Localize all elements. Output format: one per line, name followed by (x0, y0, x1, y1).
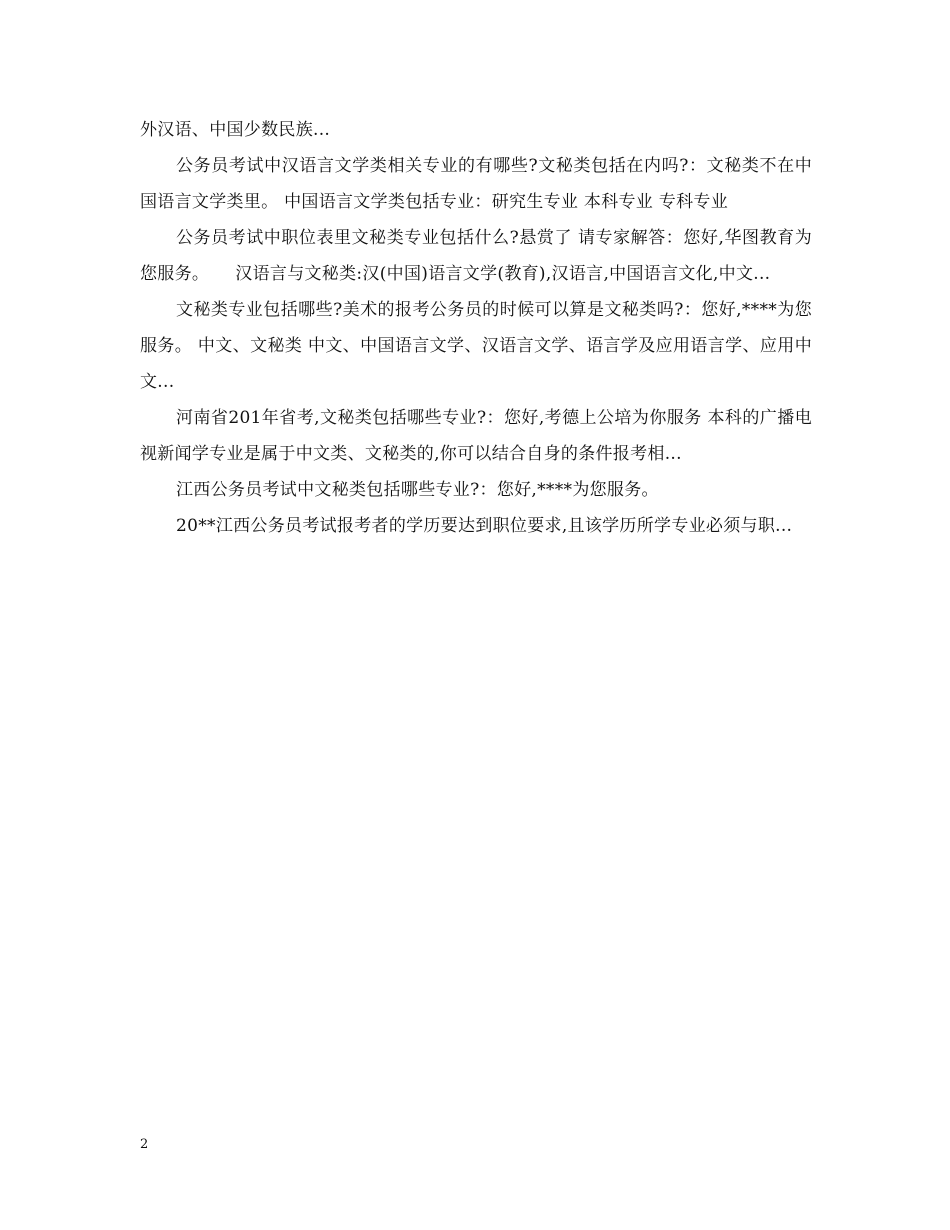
paragraph: 20**江西公务员考试报考者的学历要达到职位要求,且该学历所学专业必须与职... (176, 516, 793, 536)
paragraph: 文秘类专业包括哪些?美术的报考公务员的时候可以算是文秘类吗?：您好,****为您服务。 中文、文秘类 中文、中国语言文学、汉语言文学、语言学及应用语言学、应用中文... (140, 300, 812, 392)
document-body (140, 112, 812, 544)
paragraph: 外汉语、中国少数民族... (140, 120, 331, 140)
paragraph: 江西公务员考试中文秘类包括哪些专业?：您好,****为您服务。 (176, 480, 659, 500)
page-number: 2 (140, 1137, 149, 1152)
paragraph: 公务员考试中职位表里文秘类专业包括什么?悬赏了 请专家解答：您好,华图教育为您服务。 汉语言与文秘类:汉(中国)语言文学(教育),汉语言,中国语言文化,中文... (140, 228, 812, 284)
paragraph: 公务员考试中汉语言文学类相关专业的有哪些?文秘类包括在内吗?：文秘类不在中国语言文学类里。 中国语言文学类包括专业：研究生专业 本科专业 专科专业 (140, 156, 812, 212)
paragraph: 河南省201年省考,文秘类包括哪些专业?：您好,考德上公培为你服务 本科的广播电视新闻学专业是属于中文类、文秘类的,你可以结合自身的条件报考相... (140, 408, 812, 464)
